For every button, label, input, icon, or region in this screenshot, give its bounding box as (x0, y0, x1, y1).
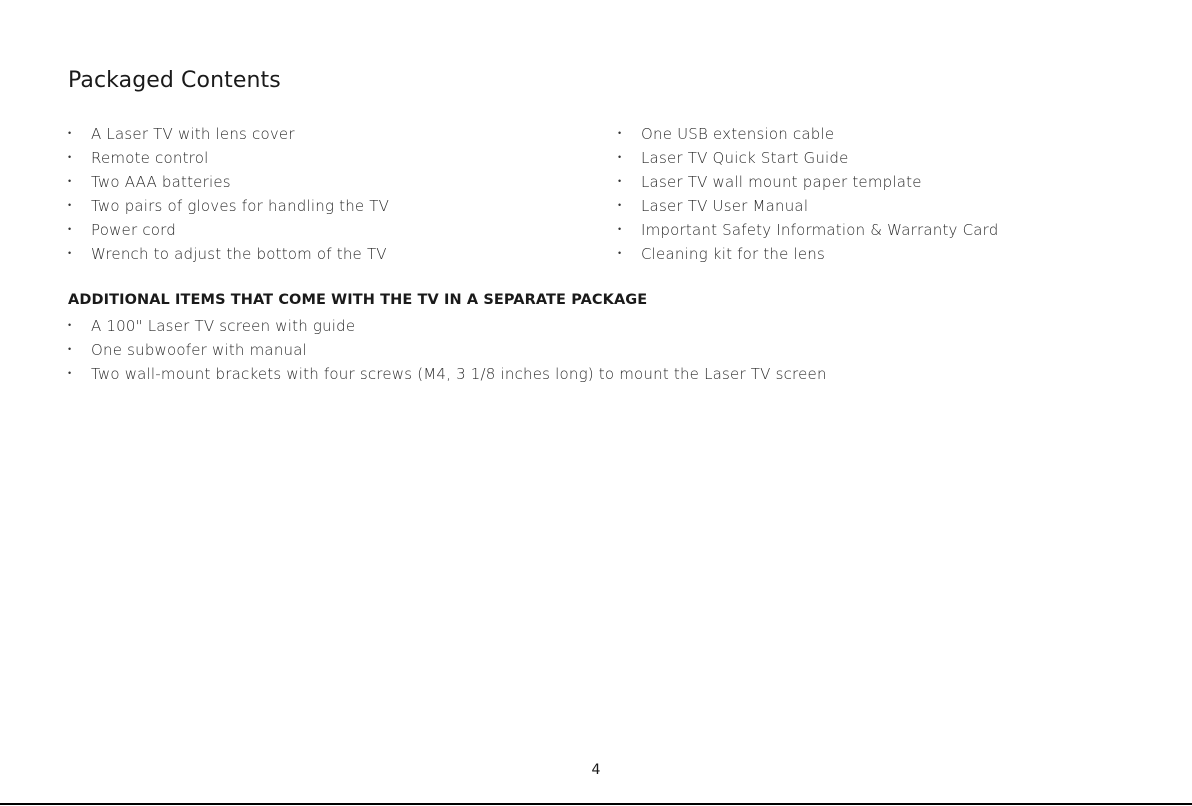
list-item-text: Wrench to adjust the bottom of the TV (91, 245, 387, 263)
list-item (618, 242, 998, 266)
list-item (68, 122, 389, 146)
list-item (68, 218, 389, 242)
list-item-text: Two wall-mount brackets with four screws (M4, 3 1/8 inches long) to mount the Laser TV screen (91, 365, 827, 383)
bullet-icon: • (68, 249, 72, 259)
list-item (618, 122, 998, 146)
page-number: 4 (591, 762, 601, 778)
bullet-icon: • (68, 129, 72, 139)
bullet-icon: • (68, 345, 72, 355)
bullet-icon: • (68, 177, 72, 187)
contents-list-left (68, 122, 389, 266)
list-item-text: Power cord (91, 221, 176, 239)
list-item (618, 194, 998, 218)
list-item-text: Two AAA batteries (91, 173, 231, 191)
list-item (68, 146, 389, 170)
list-item (618, 218, 998, 242)
list-item-text: One USB extension cable (641, 125, 835, 143)
list-item-text: One subwoofer with manual (91, 341, 307, 359)
list-item (68, 170, 389, 194)
bullet-icon: • (618, 153, 622, 163)
list-item (68, 338, 827, 362)
list-item-text: Remote control (91, 149, 209, 167)
list-item-text: A Laser TV with lens cover (91, 125, 295, 143)
bullet-icon: • (68, 321, 72, 331)
list-item (68, 242, 389, 266)
additional-items-list (68, 314, 827, 386)
list-item-text: Laser TV Quick Start Guide (641, 149, 849, 167)
list-item-text: Cleaning kit for the lens (641, 245, 826, 263)
page-title: Packaged Contents (68, 68, 281, 93)
list-item-text: Laser TV wall mount paper template (641, 173, 922, 191)
list-item (618, 146, 998, 170)
bottom-rule (0, 803, 1192, 805)
list-item (68, 314, 827, 338)
list-item (618, 170, 998, 194)
additional-items-heading: ADDITIONAL ITEMS THAT COME WITH THE TV IN A SEPARATE PACKAGE (68, 292, 648, 308)
list-item (68, 362, 827, 386)
bullet-icon: • (618, 225, 622, 235)
list-item-text: A 100" Laser TV screen with guide (91, 317, 356, 335)
bullet-icon: • (618, 129, 622, 139)
bullet-icon: • (618, 201, 622, 211)
list-item-text: Important Safety Information & Warranty Card (641, 221, 999, 239)
bullet-icon: • (68, 225, 72, 235)
bullet-icon: • (68, 369, 72, 379)
list-item-text: Two pairs of gloves for handling the TV (91, 197, 390, 215)
list-item (68, 194, 389, 218)
bullet-icon: • (618, 249, 622, 259)
contents-list-right (618, 122, 998, 266)
bullet-icon: • (68, 201, 72, 211)
bullet-icon: • (618, 177, 622, 187)
bullet-icon: • (68, 153, 72, 163)
list-item-text: Laser TV User Manual (641, 197, 809, 215)
